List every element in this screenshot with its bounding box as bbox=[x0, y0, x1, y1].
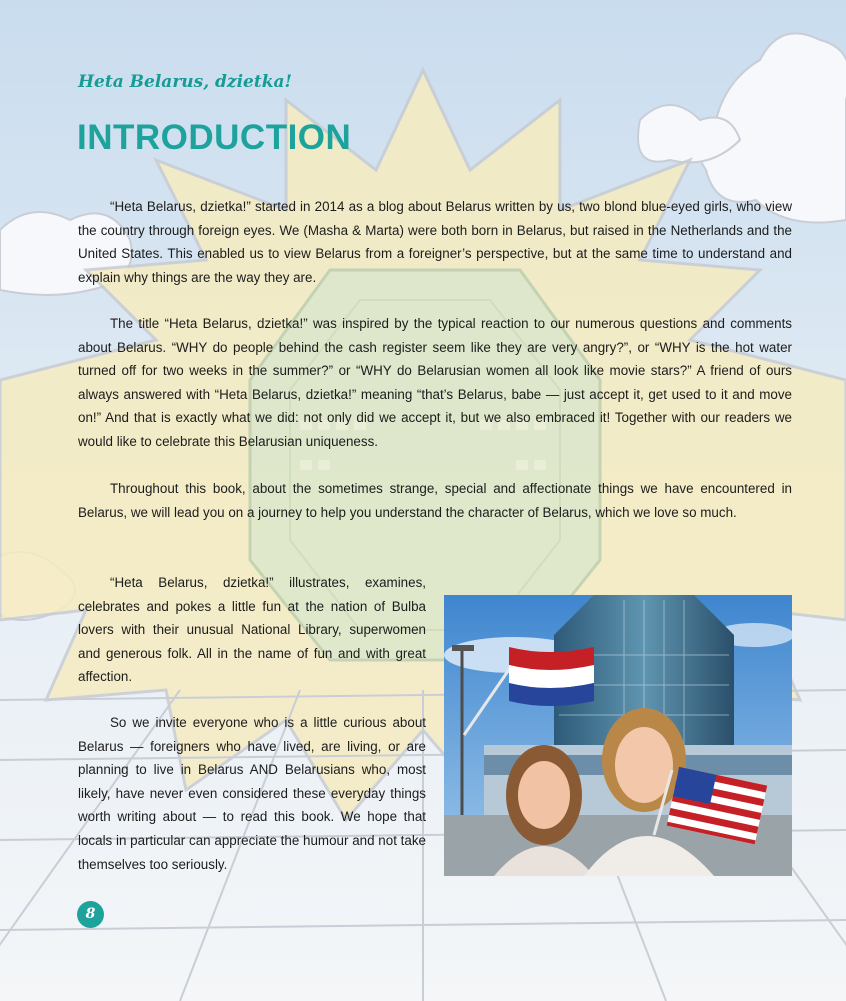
page-title: INTRODUCTION bbox=[77, 118, 352, 157]
paragraph-1: “Heta Belarus, dzietka!” started in 2014 as a blog about Belarus written by us, two blond blue-eyed girls, who view the country through foreign eyes. We (Masha & Marta) were both born in Belarus, but raised in the Netherlands and the United States. This enabled us to view Belarus from a foreigner’s perspective, but at the same time to understand and explain why things are the way they are. bbox=[78, 199, 792, 285]
paragraph-4: “Heta Belarus, dzietka!” illustrates, examines, celebrates and pokes a little fun at the nation of Bulba lovers with their unusual National Library, superwomen and generous folk. All in the name of fun and with great affection. bbox=[78, 575, 426, 685]
page-number-badge: 8 bbox=[77, 901, 104, 928]
photo-girls-with-flags bbox=[444, 595, 792, 876]
photo-image-icon bbox=[444, 595, 792, 876]
series-title: Heta Belarus, dzietka! bbox=[78, 72, 292, 92]
paragraph-2: The title “Heta Belarus, dzietka!” was inspired by the typical reaction to our numerous questions and comments about Belarus. “WHY do people behind the cash register seem like they are very angry?”, or “WHY is the hot water turned off for two weeks in the summer?” or “WHY do Belarusian women all look like movie stars?” A friend of ours always answered with “Heta Belarus, dzietka!” meaning “that’s Belarus, babe — just accept it, get used to it and move on!” And that is exactly what we did: not only did we accept it, but we also embraced it! Together with our readers we would like to celebrate this Belarusian uniqueness. bbox=[78, 316, 792, 449]
paragraph-5: So we invite everyone who is a little curious about Belarus — foreigners who have lived, are living, or are planning to live in Belarus AND Belarusians who, most likely, have never even considered these everyday things worth writing about — to read this book. We hope that locals in particular can appreciate the humour and not take themselves too seriously. bbox=[78, 715, 426, 872]
paragraph-3: Throughout this book, about the sometimes strange, special and affectionate things we have encountered in Belarus, we will lead you on a journey to help you understand the character of Belarus, which we love so much. bbox=[78, 481, 792, 520]
